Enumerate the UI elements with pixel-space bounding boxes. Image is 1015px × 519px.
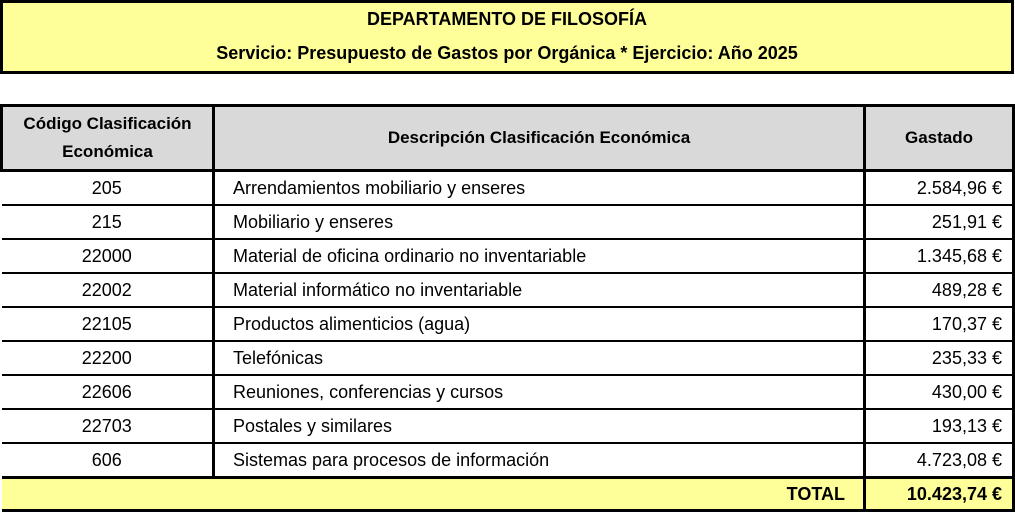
row-code: 22002	[2, 273, 214, 307]
row-spent: 1.345,68 €	[865, 239, 1014, 273]
row-description: Productos alimenticios (agua)	[214, 307, 865, 341]
row-description: Mobiliario y enseres	[214, 205, 865, 239]
row-spent: 251,91 €	[865, 205, 1014, 239]
service-subtitle: Servicio: Presupuesto de Gastos por Orgánica * Ejercicio: Año 2025	[216, 43, 798, 63]
row-code: 22606	[2, 375, 214, 409]
department-title: DEPARTAMENTO DE FILOSOFÍA	[366, 9, 647, 29]
column-header-description: Descripción Clasificación Económica	[214, 106, 865, 171]
row-spent: 170,37 €	[865, 307, 1014, 341]
row-spent: 2.584,96 €	[865, 171, 1014, 206]
row-code: 22000	[2, 239, 214, 273]
row-spent: 489,28 €	[865, 273, 1014, 307]
row-description: Reuniones, conferencias y cursos	[214, 375, 865, 409]
row-description: Arrendamientos mobiliario y enseres	[214, 171, 865, 206]
row-code: 606	[2, 443, 214, 478]
table-row	[2, 273, 1014, 307]
row-spent: 235,33 €	[865, 341, 1014, 375]
table-row	[2, 375, 1014, 409]
row-code: 22200	[2, 341, 214, 375]
table-row	[2, 341, 1014, 375]
row-description: Postales y similares	[214, 409, 865, 443]
row-code: 22105	[2, 307, 214, 341]
table-header-row	[2, 106, 1014, 171]
table-row	[2, 443, 1014, 478]
table-row	[2, 171, 1014, 206]
row-description: Material informático no inventariable	[214, 273, 865, 307]
table-row	[2, 409, 1014, 443]
row-description: Telefónicas	[214, 341, 865, 375]
table-row	[2, 239, 1014, 273]
row-spent: 430,00 €	[865, 375, 1014, 409]
row-code: 215	[2, 205, 214, 239]
row-description: Sistemas para procesos de información	[214, 443, 865, 478]
row-spent: 193,13 €	[865, 409, 1014, 443]
row-code: 205	[2, 171, 214, 206]
row-description: Material de oficina ordinario no inventariable	[214, 239, 865, 273]
total-label: TOTAL	[2, 478, 865, 511]
report-header	[0, 0, 1014, 74]
row-code: 22703	[2, 409, 214, 443]
column-header-spent: Gastado	[865, 106, 1014, 171]
table-row	[2, 307, 1014, 341]
budget-table	[0, 104, 1015, 512]
table-row	[2, 205, 1014, 239]
total-amount: 10.423,74 €	[865, 478, 1014, 511]
total-row	[2, 478, 1014, 511]
column-header-code: Código Clasificación Económica	[2, 106, 214, 171]
row-spent: 4.723,08 €	[865, 443, 1014, 478]
